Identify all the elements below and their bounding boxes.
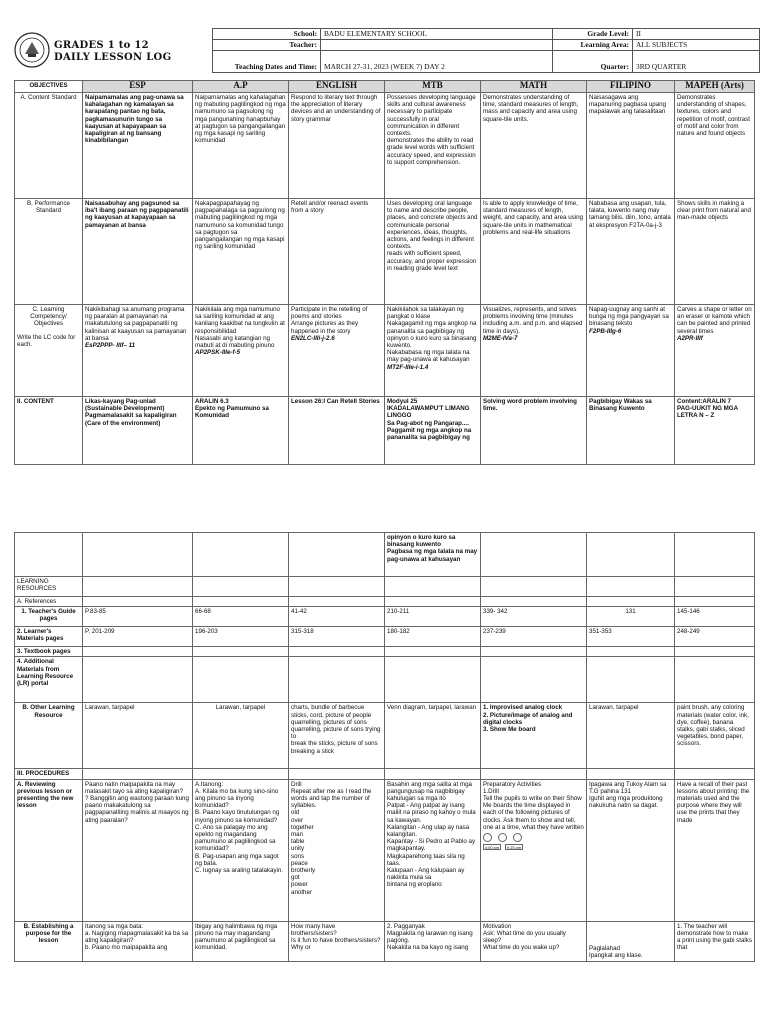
area-value: ALL SUBJECTS xyxy=(633,40,760,51)
table-cell xyxy=(385,597,481,607)
table-cell: 180-182 xyxy=(385,627,481,647)
table-cell xyxy=(675,577,755,597)
brand-subtitle: DAILY LESSON LOG xyxy=(54,52,172,63)
table-row xyxy=(15,199,755,305)
column-header: MTB xyxy=(385,81,481,93)
table-cell xyxy=(385,577,481,597)
objectives-label: OBJECTIVES xyxy=(15,81,83,93)
table-cell xyxy=(587,533,675,577)
row-label: II. CONTENT xyxy=(15,397,83,465)
quarter-value: 3RD QUARTER xyxy=(633,51,760,73)
table-cell: Drill Repeat after me as I read the words and tap the number of syllables. old over together man table unity sons peace brotherly got power another xyxy=(289,779,385,921)
table-cell: Naisasabuhay ang pagsunod sa iba't ibang paraan ng pagpapanatili ng kaayusan at kapayapaan sa pamayanan at bansa xyxy=(83,199,193,305)
analog-clock-icon xyxy=(498,833,507,842)
school-value: BADU ELEMENTARY SCHOOL xyxy=(321,29,553,40)
table-cell: 41-42 xyxy=(289,607,385,627)
header-info-table xyxy=(212,28,760,73)
table-row xyxy=(15,657,755,703)
table-cell: P. 201-209 xyxy=(83,627,193,647)
table-cell: 131 xyxy=(587,607,675,627)
table-cell xyxy=(289,597,385,607)
lc-code: MT2F-IIIe-i-1.4 xyxy=(387,363,429,371)
dates-value: MARCH 27-31, 2023 (WEEK 7) DAY 2 xyxy=(321,51,553,73)
table-cell: Demonstrates understanding of time, standard measures of length, mass and capacity and area using square-tile units. xyxy=(481,93,587,199)
table-cell xyxy=(385,305,481,397)
table-row xyxy=(15,647,755,657)
row-label: B. Establishing a purpose for the lesson xyxy=(15,921,83,961)
table-cell xyxy=(193,577,289,597)
table-cell: Naipamamalas ang pag-unawa sa kahalagahan ng kamalayan sa karapatang pantao ng bata, pagkamasunurin tungo sa kaayusan at kapayapaan sa kapaligiran at ng bansang kinabibilangan xyxy=(83,93,193,199)
row-label: A. References xyxy=(15,597,83,607)
table-row xyxy=(15,607,755,627)
brand-title: GRADES 1 to 12 xyxy=(54,40,149,51)
table-cell: Nababasa ang usapan, tula, talata, kuwento nang may tamang bilis, diin, tono, antala at ekspresyon F2TA-0a-j-3 xyxy=(587,199,675,305)
cell-text: Nakikilahok sa talakayan ng pangkat o klase Nakagagamit ng mga angkop na pananalita sa pagbibigay ng opinyon o kuro kuro sa binasang kuwento. Nakababasa ng mga talata na may pag-unawa at kahusayan xyxy=(387,306,477,364)
table-cell xyxy=(193,305,289,397)
table-cell: Larawan, tarpapel xyxy=(587,703,675,769)
row-label: B. Performance Standard xyxy=(15,199,83,305)
quarter-label: Quarter: xyxy=(553,51,633,73)
table-cell xyxy=(675,305,755,397)
row-label: 1. Teacher's Guide pages xyxy=(15,607,83,627)
table-row xyxy=(15,779,755,921)
table-row xyxy=(15,921,755,961)
table-cell: opinyon o kuro kuro sa binasang kuwento Pagbasa ng mga talata na may pag-unawa at kahusayan xyxy=(385,533,481,577)
row-label: 3. Textbook pages xyxy=(15,647,83,657)
table-cell: 210-211 xyxy=(385,607,481,627)
table-cell xyxy=(481,657,587,703)
table-cell xyxy=(587,647,675,657)
table-cell xyxy=(289,657,385,703)
table-cell: Nakapagpapahayag ng pagpapahalaga sa pagsulong ng mabuting paglilingkod ng mga namumuno sa komunidad tungo sa pagtugon sa pangangailangan ng mga kasapi ng sariling komunidad xyxy=(193,199,289,305)
table-cell: 339- 342 xyxy=(481,607,587,627)
table-cell: Demonstrates understanding of shapes, textures, colors and repetition of motif, contrast of motif and color from nature and found objects xyxy=(675,93,755,199)
table-cell: 1. The teacher will demonstrate how to make a print using the gabi stalks that xyxy=(675,921,755,961)
deped-seal-icon xyxy=(14,32,50,68)
table-cell: Uses developing oral language to name and describe people, places, and concrete objects and communicate personal experiences, ideas, thoughts, actions, and feelings in different contexts. reads with sufficient speed, accuracy, and proper expression in reading grade level text xyxy=(385,199,481,305)
row-label: C. Learning Competency/ Objectives xyxy=(30,306,67,328)
table-cell: Basahin ang mga salita at mga pangungusap na nagbibigay kahulugan sa mga ito Patpat - Ang patpat ay isang maliit na piraso ng kahoy o mula sa kawayan. Kalangitan - Ang ulap ay nasa kalangitan. Kapantay - Si Pedro at Pablo ay magkapantay. Magkaparehong taas sila ng taas. Kalupaan - Ang kalupaan ay nakikita mula sa bintana ng eroplano xyxy=(385,779,481,921)
table-cell xyxy=(481,769,587,779)
table-cell xyxy=(587,657,675,703)
table-row xyxy=(15,577,755,597)
digital-clock: 9:15 pm xyxy=(506,845,522,851)
table-cell xyxy=(675,769,755,779)
row-label: 2. Learner's Materials pages xyxy=(15,627,83,647)
table-cell xyxy=(15,533,83,577)
table-cell: ARALIN 6.3 Epekto ng Pamumuno sa Komunidad xyxy=(193,397,289,465)
table-cell xyxy=(481,577,587,597)
row-label: LEARNING RESOURCES xyxy=(15,577,83,597)
table-cell: Ibigay ang halimbawa ng mga pinuno na may magandang pamumuno at paglilingkod sa komunidad. xyxy=(193,921,289,961)
table-cell xyxy=(193,533,289,577)
row-label: A. Reviewing previous lesson or presenting the new lesson xyxy=(15,779,83,921)
row-label: A. Content Standard xyxy=(15,93,83,199)
table-cell: 351-353 xyxy=(587,627,675,647)
table-cell: Modyul 25 IKADALAWAMPU'T LIMANG LINGGO Sa Pag-abot ng Pangarap.... Paggamit ng mga angkop na pananalita sa pagbibigay ng xyxy=(385,397,481,465)
table-cell: Likas-kayang Pag-unlad (Sustainable Development) Pagmamalasakit sa kapaligiran (Care of the environment) xyxy=(83,397,193,465)
column-header: ENGLISH xyxy=(289,81,385,93)
cell-text: Preparatory Activities 1.Drill Tell the pupils to write on their Show Me boards the time displayed in each of the following pictures of clocks. Ask them to show and tell, one at a time, what they have written xyxy=(483,780,584,831)
table-cell: Solving word problem involving time. xyxy=(481,397,587,465)
grade-value: II xyxy=(633,29,760,40)
grade-label: Grade Level: xyxy=(553,29,633,40)
school-label: School: xyxy=(213,29,321,40)
cell-text: Nakikibahagi sa anumang programa ng paaralan at pamayanan na makatutulong sa pagpapanatili ng kalinisan at kaayusan sa pamayanan at bansa xyxy=(85,306,187,342)
table-row xyxy=(15,703,755,769)
cell-text: Nakikilala ang mga namumuno sa sariling komunidad at ang kanilang kaakibat na tungkulin at responsibilidad Nasasabi ang katangian ng mabuti at di mabuting pinuno xyxy=(195,306,285,350)
table-cell: 196-203 xyxy=(193,627,289,647)
table-cell: 66-68 xyxy=(193,607,289,627)
column-header: FILIPINO xyxy=(587,81,675,93)
table-cell xyxy=(193,647,289,657)
table-cell xyxy=(193,597,289,607)
digital-clock: 4:00 pm xyxy=(484,845,500,851)
table-row xyxy=(15,305,755,397)
cell-text: Visualizes, represents, and solves problems involving time (minutes including a.m. and p.m. and elapsed time in days). xyxy=(483,306,583,335)
table-cell xyxy=(675,647,755,657)
lc-code: EN2LC-IIIi-j-2.6 xyxy=(291,334,335,342)
table-cell: 315-318 xyxy=(289,627,385,647)
table-cell xyxy=(385,769,481,779)
table-cell: Motivation Ask: What time do you usually sleep? What time do you wake up? xyxy=(481,921,587,961)
table-cell: How many have brothers/sisters? Is it fun to have brothers/sisters? Why or xyxy=(289,921,385,961)
table-cell: 248-249 xyxy=(675,627,755,647)
column-header: MATH xyxy=(481,81,587,93)
table-cell: A.Itanong: A. Kilala mo ba kung sino-sino ang pinuno sa inyong komunidad? B. Paano kayo tinutulungan ng inyong pinuno sa komunidad? C. Ano sa palagay mo ang epekto ng magandang pamumuno at paglilingkod sa komunidad? B. Pag-usapan ang mga sagot ng bata. C. Iugnay sa araling tatalakayin. xyxy=(193,779,289,921)
row-note: Write the LC code for each. xyxy=(17,333,76,348)
table-cell xyxy=(83,657,193,703)
table-row xyxy=(15,397,755,465)
table-cell: Larawan, tarpapel xyxy=(83,703,193,769)
resources-procedures-table xyxy=(14,532,755,962)
table-row xyxy=(15,93,755,199)
table-row xyxy=(15,627,755,647)
table-cell xyxy=(587,305,675,397)
table-cell xyxy=(289,769,385,779)
table-cell xyxy=(385,647,481,657)
cell-text: Participate in the retelling of poems and stories Arrange pictures as they happened in the story xyxy=(291,306,368,335)
table-cell: charts, bundle of barbecue sticks, cord, picture of people quarrelling, pictures of sons quarrelling, picture of sons trying to break the sticks, picture of sons breaking a stick xyxy=(289,703,385,769)
row-label: B. Other Learning Resource xyxy=(15,703,83,769)
table-cell: Paano natin maipapakita na may malasakit tayo sa ating kapaligiran? ? Banggitin ang wastong paraan kung paano makakatulong sa pagpapanatiling malinis at maayos ng ating paaralan? xyxy=(83,779,193,921)
table-cell: Have a recall of their past lessons about printing: the materials used and the purpose where they will use the prints that they made xyxy=(675,779,755,921)
table-cell: Naipamamalas ang kahalagahan ng mabuting paglilingkod ng mga namumuno sa pagsulong ng mga pangunahing hanapbuhay at pagtugon sa pangangailangan ng mga kasapi ng sariling komunidad xyxy=(193,93,289,199)
table-cell: 237-239 xyxy=(481,627,587,647)
table-cell xyxy=(481,597,587,607)
table-cell xyxy=(83,533,193,577)
table-cell xyxy=(481,533,587,577)
table-cell: Pagbibigay Wakas sa Binasang Kuwento xyxy=(587,397,675,465)
row-label: III. PROCEDURES xyxy=(15,769,83,779)
table-cell xyxy=(289,305,385,397)
table-cell xyxy=(83,769,193,779)
column-header-row xyxy=(15,81,755,93)
clock-pictures xyxy=(483,833,528,851)
table-cell: Is able to apply knowledge of time, standard measures of length, weight, and capacity, and area using square-tile units in mathematical problems and real-life situations xyxy=(481,199,587,305)
table-cell xyxy=(193,657,289,703)
table-cell: Itanong sa mga bata: a. Nagiging mapagmalasakit ka ba sa ating kapaligiran? b. Paano mo maipapakita ang xyxy=(83,921,193,961)
table-cell xyxy=(675,597,755,607)
table-cell xyxy=(83,577,193,597)
table-cell xyxy=(481,647,587,657)
table-cell: Paglalahad Ipangkat ang klase. xyxy=(587,921,675,961)
table-cell: P.83-85 xyxy=(83,607,193,627)
lc-code: EsP2PPP- IIIf– 11 xyxy=(85,342,136,350)
table-cell: paint brush, any coloring materials (water color, ink, dye, coffee), banana stalks, gabi stalks, sliced vegetables, bond paper, scissors. xyxy=(675,703,755,769)
area-label: Learning Area: xyxy=(553,40,633,51)
table-cell: 1. Improvised analog clock 2. Picture/image of analog and digital clocks 3. Show Me board xyxy=(481,703,587,769)
table-cell xyxy=(481,779,587,921)
lc-code: A2PR-IIIf xyxy=(677,334,703,342)
table-cell xyxy=(385,657,481,703)
row-label: 4. Additional Materials from Learning Resource (LR) portal xyxy=(15,657,83,703)
objectives-table xyxy=(14,80,755,465)
table-cell xyxy=(83,305,193,397)
lc-code: AP2PSK-IIIe-f-5 xyxy=(195,349,241,357)
table-cell xyxy=(193,769,289,779)
table-cell: Content:ARALIN 7 PAG-UUKIT NG MGA LETRA N – Z xyxy=(675,397,755,465)
column-header: A.P xyxy=(193,81,289,93)
table-cell: Ipagawa ang Tukoy Alam sa T.G pahina 131 Iguhit ang mga produktong nakukuha natin sa dagat. xyxy=(587,779,675,921)
table-row xyxy=(15,597,755,607)
teacher-value xyxy=(321,40,553,51)
table-cell xyxy=(675,657,755,703)
lc-code: M2ME-IVa-7 xyxy=(483,334,518,342)
teacher-label: Teacher: xyxy=(213,40,321,51)
page-header xyxy=(8,28,760,72)
dates-label: Teaching Dates and Time: xyxy=(213,51,321,73)
cell-text: Napag-uugnay ang sanhi at bunga ng mga pangyayari sa binasang teksto xyxy=(589,306,669,328)
table-cell xyxy=(83,647,193,657)
table-cell: Larawan, tarpapel xyxy=(193,703,289,769)
row-label-cell xyxy=(15,305,83,397)
column-header: ESP xyxy=(83,81,193,93)
table-cell: Shows skills in making a clear print from natural and man-made objects xyxy=(675,199,755,305)
table-cell xyxy=(289,533,385,577)
table-cell xyxy=(289,647,385,657)
table-cell xyxy=(587,597,675,607)
column-header: MAPEH (Arts) xyxy=(675,81,755,93)
table-cell: Respond to literary text through the appreciation of literary devices and an understanding of story grammar xyxy=(289,93,385,199)
table-cell xyxy=(587,577,675,597)
table-cell: Retell and/or reenact events from a story xyxy=(289,199,385,305)
table-cell: 145-146 xyxy=(675,607,755,627)
table-cell xyxy=(481,305,587,397)
table-cell: 2. Pagganyak Magpakita ng larawan ng isang pagong. Nakakita na ba kayo ng isang xyxy=(385,921,481,961)
table-cell: Possesses developing language skills and cultural awareness necessary to participate successfully in oral communication in different contexts. demonstrates the ability to read grade level words with sufficient accuracy speed, and expression to support comprehension. xyxy=(385,93,481,199)
table-cell xyxy=(83,597,193,607)
analog-clock-icon xyxy=(513,833,522,842)
table-cell xyxy=(587,769,675,779)
cell-text: Carves a shape or letter on an eraser or kamote which can be painted and printed several times xyxy=(677,306,752,335)
table-cell xyxy=(675,533,755,577)
table-cell: Venn diagram, tarpapel, larawan xyxy=(385,703,481,769)
table-row xyxy=(15,769,755,779)
table-cell xyxy=(289,577,385,597)
table-row xyxy=(15,533,755,577)
analog-clock-icon xyxy=(483,833,492,842)
table-cell: Lesson 26:I Can Retell Stories xyxy=(289,397,385,465)
table-cell: Naisasagawa ang mapanuring pagbasa upang mapalawak ang talasalitaan xyxy=(587,93,675,199)
lc-code: F2PB-IIIg-6 xyxy=(589,327,622,335)
